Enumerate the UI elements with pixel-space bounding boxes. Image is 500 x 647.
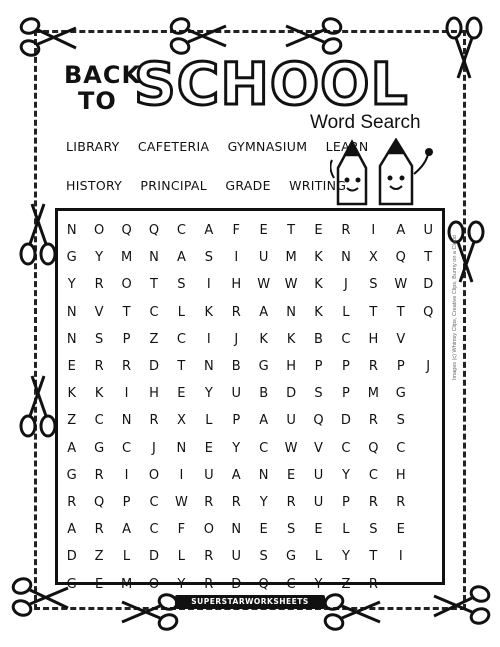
grid-letter[interactable]: R bbox=[396, 494, 406, 510]
grid-letter[interactable]: U bbox=[313, 494, 324, 510]
grid-letter[interactable]: K bbox=[286, 331, 296, 347]
grid-letter[interactable]: H bbox=[395, 467, 406, 483]
grid-letter[interactable]: E bbox=[204, 440, 213, 456]
grid-letter[interactable]: G bbox=[66, 576, 77, 592]
grid-letter[interactable]: I bbox=[206, 277, 211, 293]
grid-letter[interactable]: E bbox=[95, 576, 104, 592]
grid-letter[interactable]: E bbox=[314, 223, 323, 239]
grid-letter[interactable]: T bbox=[369, 304, 378, 320]
grid-letter[interactable]: Q bbox=[368, 440, 379, 456]
grid-letter[interactable]: P bbox=[342, 359, 350, 375]
grid-letter[interactable]: C bbox=[149, 494, 159, 510]
grid-letter[interactable]: W bbox=[284, 277, 298, 293]
grid-letter[interactable]: Y bbox=[341, 467, 350, 483]
grid-letter[interactable]: V bbox=[396, 331, 406, 347]
grid-row bbox=[58, 407, 442, 434]
grid-letter[interactable]: A bbox=[396, 223, 406, 239]
grid-letter[interactable]: F bbox=[177, 522, 186, 538]
grid-letter[interactable]: P bbox=[342, 494, 350, 510]
grid-letter[interactable]: Y bbox=[177, 576, 186, 592]
grid-letter[interactable]: I bbox=[179, 467, 184, 483]
grid-letter[interactable]: T bbox=[122, 304, 131, 320]
word-item: HISTORY bbox=[66, 178, 123, 193]
grid-letter[interactable]: S bbox=[286, 522, 296, 538]
grid-letter[interactable]: B bbox=[314, 331, 323, 347]
subtitle-word-search: Word Search bbox=[310, 112, 421, 133]
grid-letter[interactable]: G bbox=[395, 386, 406, 402]
grid-letter[interactable]: J bbox=[344, 277, 348, 293]
grid-letter[interactable]: L bbox=[177, 304, 186, 320]
grid-letter[interactable]: R bbox=[204, 576, 214, 592]
grid-letter[interactable]: U bbox=[258, 250, 269, 266]
grid-letter[interactable]: U bbox=[231, 386, 241, 402]
grid-letter[interactable]: R bbox=[341, 223, 351, 239]
grid-letter[interactable]: S bbox=[259, 549, 268, 565]
title-back: BACK bbox=[64, 61, 142, 89]
grid-letter[interactable]: K bbox=[314, 250, 323, 266]
grid-row bbox=[58, 353, 442, 380]
grid-letter[interactable]: E bbox=[67, 359, 76, 375]
grid-letter[interactable]: E bbox=[314, 522, 323, 538]
word-item: GRADE bbox=[225, 178, 271, 193]
grid-letter[interactable]: O bbox=[121, 277, 132, 293]
grid-letter[interactable]: X bbox=[368, 250, 378, 266]
grid-letter[interactable]: N bbox=[66, 331, 77, 347]
grid-letter[interactable]: U bbox=[231, 549, 241, 565]
grid-letter[interactable]: U bbox=[313, 467, 324, 483]
grid-letter[interactable]: G bbox=[94, 440, 105, 456]
grid-letter[interactable]: K bbox=[67, 386, 76, 402]
grid-letter[interactable]: G bbox=[66, 250, 77, 266]
grid-letter[interactable]: L bbox=[122, 549, 131, 565]
grid-letter[interactable]: O bbox=[148, 467, 160, 483]
grid-letter[interactable]: R bbox=[122, 359, 132, 375]
grid-letter[interactable]: L bbox=[342, 304, 350, 320]
grid-letter[interactable]: N bbox=[286, 304, 296, 320]
grid-letter[interactable]: A bbox=[204, 223, 214, 239]
grid-letter[interactable]: Z bbox=[341, 576, 351, 592]
grid-letter[interactable]: R bbox=[94, 467, 104, 483]
grid-letter[interactable]: D bbox=[66, 549, 77, 565]
grid-letter[interactable]: N bbox=[176, 440, 187, 456]
word-item: LIBRARY bbox=[66, 139, 120, 154]
grid-letter[interactable]: R bbox=[231, 304, 241, 320]
grid-letter[interactable]: N bbox=[231, 522, 242, 538]
grid-row bbox=[58, 489, 442, 516]
grid-letter[interactable]: S bbox=[95, 331, 104, 347]
grid-letter[interactable]: R bbox=[368, 359, 378, 375]
grid-letter[interactable]: K bbox=[259, 331, 268, 347]
grid-letter[interactable]: S bbox=[369, 522, 378, 538]
grid-letter[interactable]: L bbox=[342, 522, 350, 538]
grid-letter[interactable]: C bbox=[176, 223, 186, 239]
grid-letter[interactable]: R bbox=[94, 277, 104, 293]
grid-letter[interactable]: T bbox=[150, 277, 158, 293]
grid-letter[interactable]: W bbox=[257, 277, 271, 293]
grid-letter[interactable]: L bbox=[205, 413, 213, 429]
grid-letter[interactable]: N bbox=[258, 467, 269, 483]
grid-letter[interactable]: K bbox=[94, 386, 104, 402]
grid-letter[interactable]: A bbox=[231, 467, 241, 483]
grid-letter[interactable]: R bbox=[231, 494, 241, 510]
brand-label: SUPERSTARWORKSHEETS bbox=[175, 595, 325, 609]
scissors-icon bbox=[440, 14, 488, 82]
grid-letter[interactable]: T bbox=[177, 359, 186, 375]
grid-letter[interactable]: P bbox=[342, 386, 350, 402]
grid-letter[interactable]: W bbox=[284, 440, 298, 456]
grid-letter[interactable]: N bbox=[149, 250, 159, 266]
word-item: GYMNASIUM bbox=[227, 139, 308, 154]
grid-row bbox=[58, 299, 442, 326]
grid-letter[interactable]: I bbox=[398, 549, 403, 565]
grid-letter[interactable]: R bbox=[286, 494, 296, 510]
grid-letter[interactable]: Z bbox=[67, 413, 77, 429]
grid-letter[interactable]: C bbox=[368, 467, 378, 483]
grid-letter[interactable]: O bbox=[203, 522, 214, 538]
grid-letter[interactable]: E bbox=[177, 386, 186, 402]
title-to: TO bbox=[78, 87, 117, 115]
grid-letter[interactable]: Y bbox=[314, 576, 323, 592]
grid-letter[interactable]: Y bbox=[95, 250, 104, 266]
grid-letter[interactable]: A bbox=[259, 413, 269, 429]
grid-letter[interactable]: U bbox=[423, 223, 433, 239]
grid-letter[interactable]: D bbox=[148, 359, 159, 375]
grid-letter[interactable]: A bbox=[122, 522, 131, 538]
grid-letter[interactable]: R bbox=[149, 413, 159, 429]
grid-letter[interactable]: R bbox=[204, 494, 214, 510]
grid-letter[interactable]: H bbox=[149, 386, 159, 402]
grid-letter[interactable]: A bbox=[67, 440, 77, 456]
grid-letter[interactable]: Y bbox=[259, 494, 268, 510]
grid-letter[interactable]: U bbox=[286, 413, 296, 429]
grid-letter[interactable]: G bbox=[258, 359, 269, 375]
grid-letter[interactable]: I bbox=[124, 467, 129, 483]
grid-letter[interactable]: R bbox=[67, 494, 77, 510]
grid-letter[interactable]: S bbox=[204, 250, 213, 266]
grid-letter[interactable]: S bbox=[177, 277, 186, 293]
grid-letter[interactable]: M bbox=[120, 250, 133, 266]
grid-row bbox=[58, 271, 442, 298]
grid-letter[interactable]: P bbox=[122, 331, 131, 347]
grid-letter[interactable]: I bbox=[206, 331, 211, 347]
grid-letter[interactable]: S bbox=[369, 277, 378, 293]
grid-letter[interactable]: Y bbox=[67, 277, 76, 293]
grid-letter[interactable]: N bbox=[66, 304, 77, 320]
grid-row bbox=[58, 326, 442, 353]
grid-letter[interactable]: J bbox=[426, 359, 431, 375]
grid-letter[interactable]: K bbox=[314, 277, 323, 293]
grid-letter[interactable]: P bbox=[396, 359, 405, 375]
grid-row bbox=[58, 570, 442, 597]
grid-letter[interactable]: E bbox=[396, 522, 405, 538]
grid-letter[interactable]: C bbox=[341, 331, 351, 347]
word-search-grid-box bbox=[55, 208, 445, 592]
grid-letter[interactable]: R bbox=[204, 549, 214, 565]
word-item: WRITING bbox=[289, 178, 347, 193]
grid-row bbox=[58, 516, 442, 543]
word-search-grid bbox=[58, 217, 442, 598]
grid-letter[interactable]: L bbox=[177, 549, 186, 565]
grid-letter[interactable]: Q bbox=[395, 250, 406, 266]
grid-letter[interactable]: S bbox=[396, 413, 405, 429]
grid-letter[interactable]: C bbox=[396, 440, 406, 456]
grid-letter[interactable]: T bbox=[369, 549, 378, 565]
grid-letter[interactable]: D bbox=[286, 386, 297, 402]
grid-letter[interactable]: X bbox=[176, 413, 186, 429]
scissors-icon bbox=[18, 14, 80, 64]
grid-letter[interactable]: E bbox=[259, 223, 268, 239]
grid-letter[interactable]: R bbox=[368, 576, 378, 592]
grid-row bbox=[58, 217, 442, 244]
grid-letter[interactable]: L bbox=[314, 549, 323, 565]
grid-letter[interactable]: D bbox=[340, 413, 351, 429]
title-back-to bbox=[64, 62, 141, 114]
grid-letter[interactable]: D bbox=[423, 277, 434, 293]
grid-letter[interactable]: C bbox=[176, 331, 186, 347]
grid-letter[interactable]: Q bbox=[258, 576, 269, 592]
title-school: SCHOOL bbox=[134, 50, 409, 118]
grid-letter[interactable]: V bbox=[94, 304, 104, 320]
grid-letter[interactable]: G bbox=[66, 467, 77, 483]
grid-letter[interactable]: Q bbox=[148, 223, 160, 239]
grid-letter[interactable]: H bbox=[231, 277, 242, 293]
grid-letter[interactable]: I bbox=[124, 386, 129, 402]
grid-letter[interactable]: O bbox=[94, 223, 105, 239]
grid-letter[interactable]: R bbox=[368, 494, 378, 510]
grid-row bbox=[58, 244, 442, 271]
image-credit: Images (c) Whimsy Clips, Creative Clips, Bunny on a Cloud bbox=[452, 235, 458, 380]
grid-letter[interactable]: M bbox=[367, 386, 379, 402]
grid-letter[interactable]: B bbox=[259, 386, 269, 402]
grid-letter[interactable]: Z bbox=[94, 549, 104, 565]
grid-letter[interactable]: U bbox=[204, 467, 214, 483]
grid-letter[interactable]: I bbox=[371, 223, 376, 239]
grid-letter[interactable]: N bbox=[121, 413, 132, 429]
grid-row bbox=[58, 462, 442, 489]
grid-letter[interactable]: C bbox=[149, 522, 159, 538]
grid-letter[interactable]: H bbox=[286, 359, 296, 375]
grid-letter[interactable]: P bbox=[314, 359, 323, 375]
grid-letter[interactable]: R bbox=[368, 413, 378, 429]
grid-letter[interactable]: Q bbox=[313, 413, 324, 429]
grid-letter[interactable]: P bbox=[122, 494, 131, 510]
grid-letter[interactable]: T bbox=[396, 304, 405, 320]
grid-letter[interactable]: D bbox=[148, 549, 159, 565]
grid-row bbox=[58, 380, 442, 407]
grid-letter[interactable]: Q bbox=[423, 304, 434, 320]
grid-letter[interactable]: Q bbox=[121, 223, 132, 239]
word-list-row-2 bbox=[66, 178, 360, 193]
grid-letter[interactable]: Y bbox=[232, 440, 241, 456]
grid-letter[interactable]: J bbox=[234, 331, 239, 347]
grid-letter[interactable]: Z bbox=[149, 331, 159, 347]
grid-letter[interactable]: B bbox=[231, 359, 241, 375]
grid-letter[interactable]: Q bbox=[94, 494, 105, 510]
word-item: CAFETERIA bbox=[137, 139, 210, 154]
grid-letter[interactable]: N bbox=[341, 250, 351, 266]
grid-row bbox=[58, 543, 442, 570]
grid-letter[interactable]: M bbox=[120, 576, 133, 592]
grid-row bbox=[58, 435, 442, 462]
word-list-row-1 bbox=[66, 139, 383, 154]
grid-letter[interactable]: F bbox=[232, 223, 240, 239]
word-item: LEARN bbox=[325, 139, 369, 154]
grid-letter[interactable]: J bbox=[152, 440, 156, 456]
grid-letter[interactable]: K bbox=[204, 304, 214, 320]
grid-letter[interactable]: C bbox=[122, 440, 132, 456]
grid-letter[interactable]: A bbox=[259, 304, 269, 320]
grid-letter[interactable]: Y bbox=[204, 386, 213, 402]
grid-letter[interactable]: V bbox=[314, 440, 323, 456]
grid-letter[interactable]: D bbox=[231, 576, 242, 592]
grid-letter[interactable]: G bbox=[286, 549, 297, 565]
grid-letter[interactable]: H bbox=[368, 331, 379, 347]
grid-letter[interactable]: W bbox=[174, 494, 188, 510]
grid-letter[interactable]: C bbox=[259, 440, 269, 456]
grid-letter[interactable]: C bbox=[149, 304, 159, 320]
grid-letter[interactable]: R bbox=[94, 359, 104, 375]
word-item: PRINCIPAL bbox=[140, 178, 208, 193]
grid-letter[interactable]: C bbox=[94, 413, 104, 429]
grid-letter[interactable]: A bbox=[67, 522, 77, 538]
grid-letter[interactable]: S bbox=[314, 386, 323, 402]
grid-letter[interactable]: N bbox=[66, 223, 77, 239]
grid-letter[interactable]: A bbox=[176, 250, 186, 266]
grid-letter[interactable]: P bbox=[232, 413, 241, 429]
scissors-icon bbox=[442, 218, 490, 286]
grid-letter[interactable]: T bbox=[424, 250, 433, 266]
grid-letter[interactable]: E bbox=[259, 522, 268, 538]
grid-letter[interactable]: Y bbox=[341, 549, 350, 565]
grid-letter[interactable]: N bbox=[203, 359, 214, 375]
grid-letter[interactable]: M bbox=[285, 250, 297, 266]
grid-letter[interactable]: O bbox=[148, 576, 160, 592]
grid-letter[interactable]: C bbox=[341, 440, 351, 456]
grid-letter[interactable]: K bbox=[314, 304, 323, 320]
grid-letter[interactable]: I bbox=[234, 250, 239, 266]
grid-letter[interactable]: W bbox=[394, 277, 408, 293]
grid-letter[interactable]: R bbox=[94, 522, 104, 538]
grid-letter[interactable]: E bbox=[286, 467, 296, 483]
grid-letter[interactable]: T bbox=[287, 223, 296, 239]
grid-letter[interactable]: C bbox=[286, 576, 296, 592]
